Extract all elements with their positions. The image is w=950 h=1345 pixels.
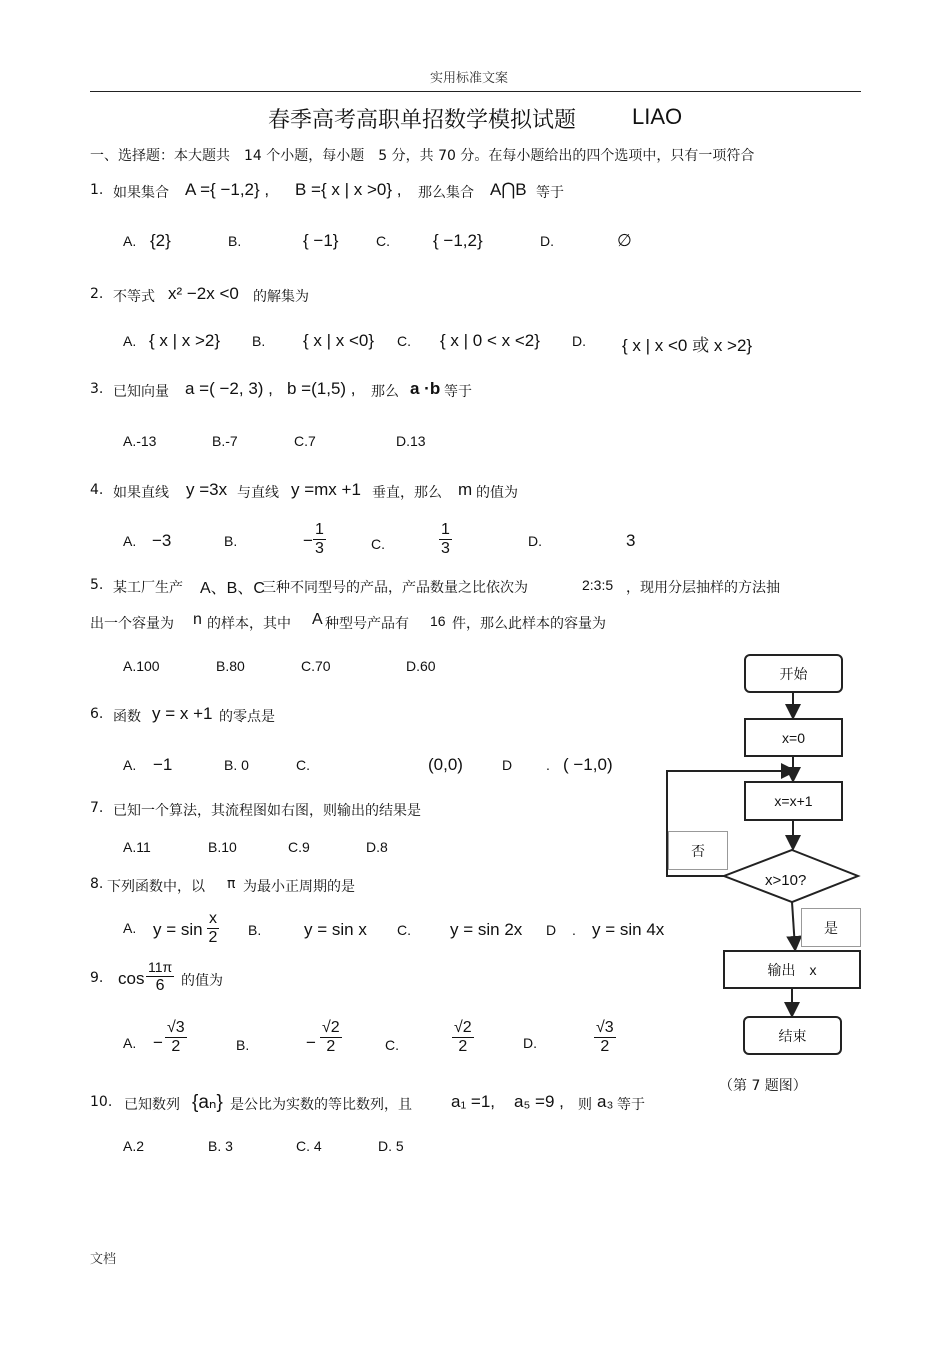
q4-m: m xyxy=(458,480,473,499)
q10-a1: a₁ =1, xyxy=(451,1092,496,1111)
q4-option-b-denominator: 3 xyxy=(315,540,324,557)
q9-option-d-numerator: √3 xyxy=(596,1019,614,1036)
q2-option-a: { x | x >2} xyxy=(149,331,221,350)
q6-option-c-label: C. xyxy=(296,757,310,773)
q8-option-d-dot: . xyxy=(572,922,576,938)
q4-mid-2: 垂直，那么 xyxy=(372,485,442,501)
q4-option-d-label: D. xyxy=(528,533,542,549)
q8-option-a-prefix: y = sin xyxy=(153,920,203,939)
q8-option-d: y = sin 4x xyxy=(592,920,665,939)
q10-option-b: B. 3 xyxy=(208,1138,233,1154)
q8-number: 8. xyxy=(90,876,104,892)
q6-option-d-label: D xyxy=(502,757,513,773)
q2-option-d-label: D. xyxy=(572,333,586,349)
q4-option-c-label: C. xyxy=(371,536,385,552)
q7-option-c: C.9 xyxy=(288,839,310,855)
q6-option-a-label: A. xyxy=(123,757,137,773)
q2-option-c-label: C. xyxy=(397,333,411,349)
q6-number: 6. xyxy=(90,706,104,722)
q9-cos: cos xyxy=(118,969,145,988)
q2-option-a-label: A. xyxy=(123,333,137,349)
q5-text-2: 三种不同型号的产品，产品数量之比依次为 xyxy=(262,580,528,596)
q9-numerator: 11π xyxy=(148,959,173,975)
q1-set-a: A ={ −1,2} , xyxy=(185,180,270,199)
q9-end: 的值为 xyxy=(181,973,223,989)
q8-option-b-label: B. xyxy=(248,922,262,938)
q3-option-c: C.7 xyxy=(294,433,316,449)
q8-option-c: y = sin 2x xyxy=(450,920,523,939)
q9-option-a-numerator: √3 xyxy=(167,1019,185,1036)
q8-option-a-label: A. xyxy=(123,920,137,936)
q10-then: 则 xyxy=(578,1097,592,1113)
q9-option-d-denominator: 2 xyxy=(600,1038,610,1055)
q6-option-d-dot: . xyxy=(546,757,550,773)
q4-option-d: 3 xyxy=(626,531,636,550)
q10-text: 已知数列 xyxy=(124,1097,180,1113)
q8-option-a-numerator: x xyxy=(209,910,217,927)
q5-count: 16 xyxy=(430,613,446,629)
q5-line2-d: 件，那么此样本的容量为 xyxy=(452,616,606,632)
q3-expr: a ·b xyxy=(410,379,441,398)
q10-number: 10. xyxy=(90,1094,113,1110)
q2-option-b-label: B. xyxy=(252,333,266,349)
q8-option-a-denominator: 2 xyxy=(208,929,218,946)
q2-text: 不等式 xyxy=(113,289,155,305)
q7-text: 已知一个算法，其流程图如右图，则输出的结果是 xyxy=(113,803,421,819)
q5-option-c: C.70 xyxy=(301,658,331,674)
q1-expr: A⋂B xyxy=(490,180,527,199)
q9-denominator: 6 xyxy=(155,977,165,994)
q4-option-a: −3 xyxy=(152,531,172,550)
q1-option-b: { −1} xyxy=(303,231,339,250)
q9-option-b-denominator: 2 xyxy=(326,1038,336,1055)
q3-option-b: B.-7 xyxy=(212,433,238,449)
flowchart-step: x=x+1 xyxy=(744,781,843,821)
q6-option-d: ( −1,0) xyxy=(563,755,613,774)
q9-option-b-sign: − xyxy=(306,1033,316,1052)
q9-option-c-denominator: 2 xyxy=(458,1038,468,1055)
q1-option-c-label: C. xyxy=(376,233,390,249)
q10-a3: a₃ xyxy=(597,1092,614,1111)
q2-expr: x² −2x <0 xyxy=(168,284,239,303)
q6-expr: y = x +1 xyxy=(152,704,213,723)
q3-vector-b: b =(1,5) , xyxy=(287,379,356,398)
q9-number: 9. xyxy=(90,970,104,986)
q6-option-b: B. 0 xyxy=(224,757,249,773)
q1-option-c: { −1,2} xyxy=(433,231,483,250)
q2-option-c: { x | 0 < x <2} xyxy=(440,331,540,350)
q4-line-2: y =mx +1 xyxy=(291,480,361,499)
q1-option-d-label: D. xyxy=(540,233,554,249)
q5-line2-b: 的样本，其中 xyxy=(207,616,291,632)
q6-text: 函数 xyxy=(113,709,141,725)
q5-option-a: A.100 xyxy=(123,658,160,674)
q1-option-a: {2} xyxy=(150,231,171,250)
q10-end: 等于 xyxy=(617,1097,645,1113)
q9-option-d-label: D. xyxy=(523,1035,537,1051)
q4-mid: 与直线 xyxy=(237,485,279,501)
q3-number: 3. xyxy=(90,381,104,397)
q6-option-a: −1 xyxy=(153,755,173,774)
q10-option-c: C. 4 xyxy=(296,1138,322,1154)
q7-option-b: B.10 xyxy=(208,839,237,855)
q8-text: 下列函数中，以 xyxy=(107,879,205,895)
section-intro: 一、选择题：本大题共 14 个小题，每小题 5 分，共 70 分。在每小题给出的四个选项中，只有一项符合 xyxy=(90,148,755,164)
q4-number: 4. xyxy=(90,482,104,498)
q8-option-d-label: D xyxy=(546,922,557,938)
flowchart-condition: x>10? xyxy=(765,872,807,889)
title-author: LIAO xyxy=(632,104,683,129)
q5-line2-c: 种型号产品有 xyxy=(325,616,409,632)
q5-line2-a: 出一个容量为 xyxy=(90,616,174,632)
page-footer: 文档 xyxy=(90,1252,117,1267)
q4-text: 如果直线 xyxy=(113,485,169,501)
q4-option-b-label: B. xyxy=(224,533,238,549)
q5-text-1: 某工厂生产 xyxy=(113,580,183,596)
flowchart-init: x=0 xyxy=(744,718,843,757)
q10-sequence: {aₙ} xyxy=(192,1092,223,1113)
q9-option-a-sign: − xyxy=(153,1033,163,1052)
q7-number: 7. xyxy=(90,800,104,816)
q4-option-b-sign: − xyxy=(303,531,313,550)
flowchart-caption: （第 7 题图） xyxy=(719,1078,807,1094)
q10-a5: a₅ =9 , xyxy=(514,1092,564,1111)
q5-number: 5. xyxy=(90,577,104,593)
q3-option-a: A.-13 xyxy=(123,433,157,449)
q1-option-b-label: B. xyxy=(228,233,242,249)
flowchart-no-label: 否 xyxy=(668,831,728,870)
q3-option-d: D.13 xyxy=(396,433,426,449)
q9-option-b-numerator: √2 xyxy=(322,1019,340,1036)
q3-end: 等于 xyxy=(444,384,472,400)
q8-option-c-label: C. xyxy=(397,922,411,938)
q8-end: 为最小正周期的是 xyxy=(243,879,355,895)
q1-option-a-label: A. xyxy=(123,233,137,249)
q6-option-c: (0,0) xyxy=(428,755,463,774)
q2-number: 2. xyxy=(90,286,104,302)
q4-option-b-numerator: 1 xyxy=(315,521,324,538)
flowchart-output: 输出 x xyxy=(723,950,861,989)
q4-option-c-denominator: 3 xyxy=(441,540,450,557)
q5-a: A xyxy=(312,611,323,628)
q5-option-b: B.80 xyxy=(216,658,245,674)
flowchart-end: 结束 xyxy=(743,1016,842,1055)
q4-option-a-label: A. xyxy=(123,533,137,549)
q10-mid: 是公比为实数的等比数列，且 xyxy=(230,1097,412,1113)
q10-option-d: D. 5 xyxy=(378,1138,404,1154)
flowchart-start: 开始 xyxy=(744,654,843,693)
q9-option-b-label: B. xyxy=(236,1037,250,1053)
q7-option-a: A.11 xyxy=(123,839,151,855)
q2-end: 的解集为 xyxy=(253,289,309,305)
q5-text-3: ，现用分层抽样的方法抽 xyxy=(626,580,780,596)
q5-types: A、B、C xyxy=(200,580,265,597)
q2-option-d: { x | x <0 或 x >2} xyxy=(622,336,753,355)
q3-text: 已知向量 xyxy=(113,384,169,400)
q5-n: n xyxy=(193,611,202,628)
q1-text: 如果集合 xyxy=(113,185,169,201)
flowchart-yes-label: 是 xyxy=(801,908,861,947)
q6-end: 的零点是 xyxy=(219,709,275,725)
q4-line-1: y =3x xyxy=(186,480,228,499)
q9-option-a-label: A. xyxy=(123,1035,137,1051)
q3-vector-a: a =( −2, 3) , xyxy=(185,379,273,398)
q1-number: 1. xyxy=(90,182,104,198)
page-title: 春季高考高职单招数学模拟试题 xyxy=(268,108,577,133)
page-header: 实用标准文案 xyxy=(430,71,509,86)
q2-option-b: { x | x <0} xyxy=(303,331,375,350)
q5-ratio: 2:3:5 xyxy=(582,577,614,593)
q1-end: 等于 xyxy=(536,185,564,201)
q7-option-d: D.8 xyxy=(366,839,388,855)
q4-option-c-numerator: 1 xyxy=(441,521,450,538)
q9-option-c-label: C. xyxy=(385,1037,399,1053)
q9-option-a-denominator: 2 xyxy=(171,1038,181,1055)
q8-pi: π xyxy=(227,876,236,892)
q5-option-d: D.60 xyxy=(406,658,436,674)
q4-end: 的值为 xyxy=(476,485,518,501)
q1-option-d: ∅ xyxy=(617,231,632,250)
q3-mid: 那么 xyxy=(371,384,399,400)
q1-set-b: B ={ x | x >0} , xyxy=(295,180,402,199)
q10-option-a: A.2 xyxy=(123,1138,145,1154)
q1-mid: 那么集合 xyxy=(418,185,474,201)
q8-option-b: y = sin x xyxy=(304,920,367,939)
q9-option-c-numerator: √2 xyxy=(454,1019,472,1036)
